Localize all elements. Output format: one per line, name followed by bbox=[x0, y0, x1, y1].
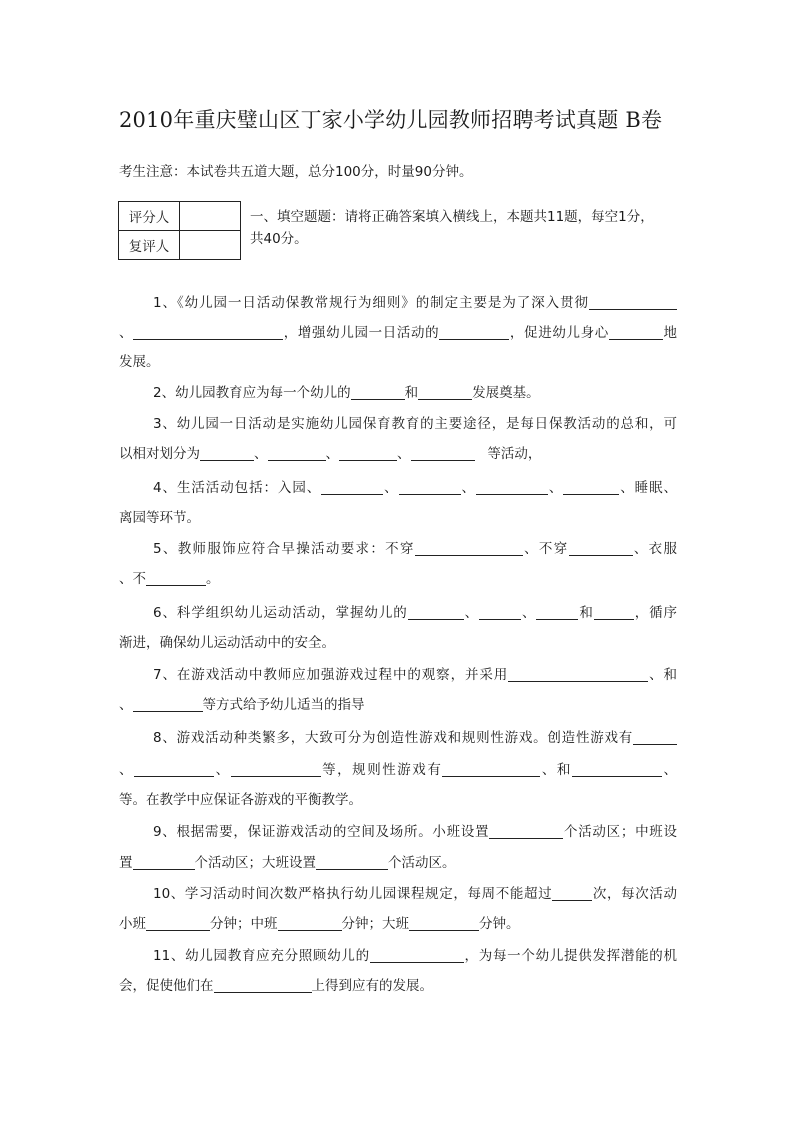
blank[interactable] bbox=[418, 383, 472, 400]
question-8-cont: 、 、 等，规则性游戏有 、和 、 bbox=[119, 762, 677, 778]
question-6: 6、科学组织幼儿运动活动，掌握幼儿的 、 、 和 ，循序 bbox=[153, 605, 678, 621]
page-title: 2010年重庆璧山区丁家小学幼儿园教师招聘考试真题 B卷 bbox=[119, 108, 663, 132]
section-heading-line2: 共40分。 bbox=[250, 231, 308, 247]
blank[interactable] bbox=[146, 914, 210, 931]
grader-label: 评分人 bbox=[119, 202, 180, 231]
blank[interactable] bbox=[133, 323, 283, 340]
blank[interactable] bbox=[351, 383, 405, 400]
blank[interactable] bbox=[399, 478, 461, 495]
blank[interactable] bbox=[536, 603, 578, 620]
question-6-end: 渐进，确保幼儿运动活动中的安全。 bbox=[119, 635, 335, 651]
blank[interactable] bbox=[278, 914, 342, 931]
blank[interactable] bbox=[442, 760, 540, 777]
question-11-cont: 会，促使他们在 上得到应有的发展。 bbox=[119, 978, 433, 994]
question-8-end: 等。在教学中应保证各游戏的平衡教学。 bbox=[119, 792, 362, 808]
question-4-end: 离园等环节。 bbox=[119, 510, 200, 526]
question-5: 5、教师服饰应符合早操活动要求：不穿 、不穿 、衣服 bbox=[153, 541, 677, 557]
reviewer-field[interactable] bbox=[180, 231, 241, 260]
score-table bbox=[118, 201, 241, 260]
question-1: 1、《幼儿园一日活动保教常规行为细则》的制定主要是为了深入贯彻 bbox=[119, 288, 677, 318]
grader-field[interactable] bbox=[180, 202, 241, 231]
question-1-cont: 、 ，增强幼儿园一日活动的 ，促进幼儿身心 地 bbox=[119, 325, 678, 341]
blank[interactable] bbox=[339, 444, 397, 461]
blank[interactable] bbox=[370, 946, 464, 963]
blank[interactable] bbox=[268, 444, 326, 461]
blank[interactable] bbox=[321, 478, 383, 495]
blank[interactable] bbox=[589, 293, 677, 310]
blank[interactable] bbox=[214, 976, 312, 993]
blank[interactable] bbox=[569, 539, 633, 556]
blank[interactable] bbox=[415, 539, 523, 556]
question-9-cont: 置 个活动区；大班设置 个活动区。 bbox=[119, 855, 456, 871]
blank[interactable] bbox=[594, 603, 634, 620]
blank[interactable] bbox=[489, 822, 563, 839]
blank[interactable] bbox=[411, 444, 475, 461]
question-3: 3、幼儿园一日活动是实施幼儿园保育教育的主要途径，是每日保教活动的总和，可 bbox=[153, 416, 677, 432]
reviewer-label: 复评人 bbox=[119, 231, 180, 260]
blank[interactable] bbox=[409, 914, 479, 931]
question-5-cont: 、不 。 bbox=[119, 571, 220, 587]
blank[interactable] bbox=[572, 760, 662, 777]
question-9: 9、根据需要，保证游戏活动的空间及场所。小班设置 个活动区；中班设 bbox=[153, 824, 678, 840]
blank[interactable] bbox=[479, 603, 521, 620]
question-10-cont: 小班 分钟；中班 分钟；大班 分钟。 bbox=[119, 916, 520, 932]
blank[interactable] bbox=[439, 323, 509, 340]
blank[interactable] bbox=[316, 853, 388, 870]
blank[interactable] bbox=[552, 884, 592, 901]
question-11: 11、幼儿园教育应充分照顾幼儿的 ，为每一个幼儿提供发挥潜能的机 bbox=[153, 948, 677, 964]
section-heading bbox=[250, 206, 678, 250]
blank[interactable] bbox=[609, 323, 663, 340]
blank[interactable] bbox=[508, 665, 648, 682]
blank[interactable] bbox=[563, 478, 619, 495]
blank[interactable] bbox=[408, 603, 464, 620]
question-3-cont: 以相对划分为 、 、 、 等活动， bbox=[119, 446, 542, 462]
question-4: 4、生活活动包括：入园、 、 、 、 、睡眠、 bbox=[153, 480, 678, 496]
blank[interactable] bbox=[200, 444, 254, 461]
blank[interactable] bbox=[133, 853, 195, 870]
blank[interactable] bbox=[633, 728, 677, 745]
blank[interactable] bbox=[133, 695, 203, 712]
blank[interactable] bbox=[146, 569, 206, 586]
question-1-end: 发展。 bbox=[119, 354, 160, 370]
blank[interactable] bbox=[231, 760, 321, 777]
exam-notice: 考生注意：本试卷共五道大题，总分100分，时量90分钟。 bbox=[119, 164, 473, 180]
section-heading-line1: 一、填空题题：请将正确答案填入横线上，本题共11题，每空1分， bbox=[250, 209, 654, 225]
blank[interactable] bbox=[476, 478, 548, 495]
blank[interactable] bbox=[134, 760, 214, 777]
question-8: 8、游戏活动种类繁多，大致可分为创造性游戏和规则性游戏。创造性游戏有 bbox=[119, 723, 677, 753]
question-7-cont: 、 等方式给予幼儿适当的指导 bbox=[119, 697, 365, 713]
question-7: 7、在游戏活动中教师应加强游戏过程中的观察，并采用 、和 bbox=[153, 667, 677, 683]
question-10: 10、学习活动时间次数严格执行幼儿园课程规定，每周不能超过 次，每次活动 bbox=[153, 886, 677, 902]
question-2: 2、幼儿园教育应为每一个幼儿的 和 发展奠基。 bbox=[153, 385, 540, 401]
